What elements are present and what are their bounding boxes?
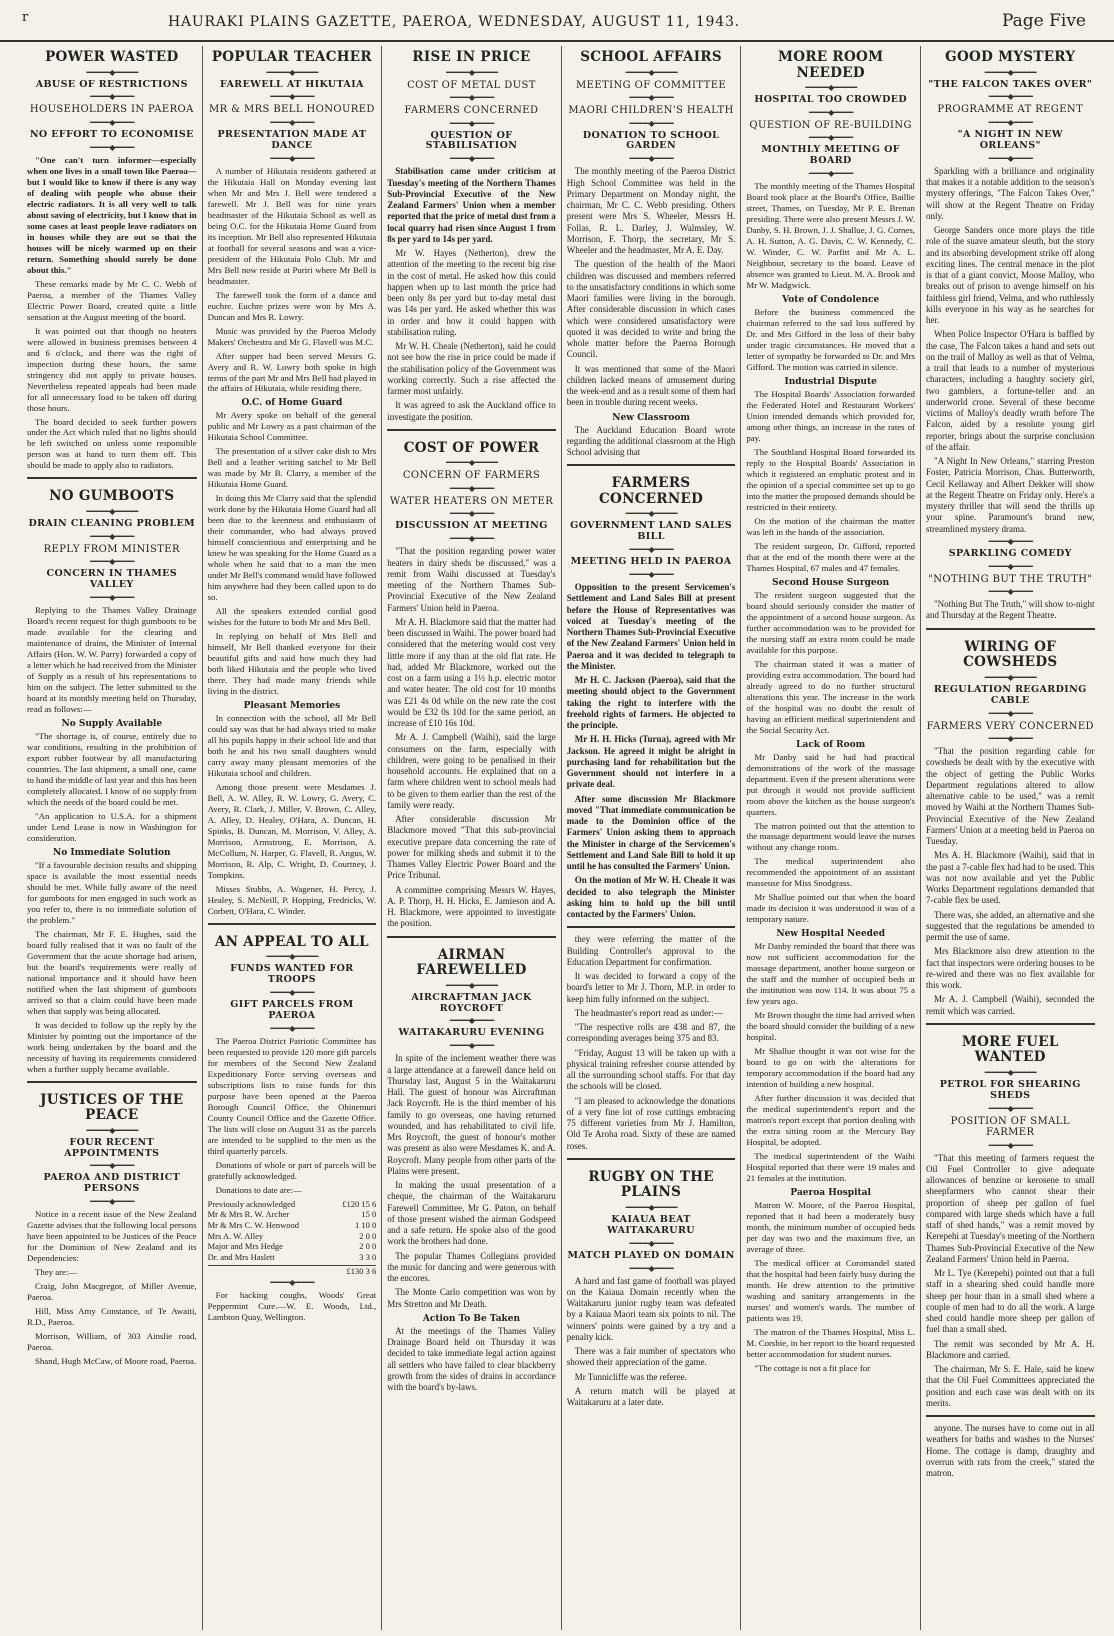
- paragraph: The monthly meeting of the Thames Hospital Board took place at the Board's Office, Baillie street, Thames, on Tuesday, Mr P. E. Brenan presiding. There were also present Messrs J. W. Danby, S. H. Brown, J. J. Shallue, J. G. Cornes, A. H. Sutton, A. G. Davis, C. W. Kennedy, C. W. Winder, C. W. Parfitt and Mr A. L. Neighbour, secretary to the board. Leave of absence was granted to Lieut. M. A. Brook and Mr W. Madgwick.: [746, 181, 915, 291]
- article-no-gumboots: [27, 477, 197, 1074]
- article-airman-farewelled: [387, 936, 556, 1394]
- paragraph: It was mentioned that some of the Maori children lacked means of amusement during the week-end and as a result some of them had been in trouble during recent weeks.: [566, 363, 736, 408]
- paragraph: "The shortage is, of course, entirely due to war conditions, resulting in the prohibition of export rubber footwear by all manufacturing countries. The last shipment, a small one, came to hand the middle of last year and this has been completely allocated. I know of no supply from which the needs of the board could be met.: [27, 731, 197, 807]
- lead-paragraph: Stabilisation came under criticism at Tuesday's meeting of the Northern Thames Sub-Provincial Executive of the New Zealand Farmers' Union when a member reported that the price of metal dust from a local quarry had risen since August 1 from 8s per yard to 14s per yard.: [387, 166, 556, 244]
- donor-name: Mr & Mrs R. W. Archer: [207, 1209, 290, 1220]
- donation-amount: 3 3 0: [359, 1251, 377, 1262]
- article-cost-of-power: [387, 429, 556, 930]
- ornament-rule: ━━━━━◆━━━━━: [988, 734, 1032, 744]
- subhead: MEETING HELD IN PAEROA: [570, 556, 732, 568]
- subhead: REGULATION REGARDING CABLE: [933, 683, 1087, 706]
- subhead: "THE FALCON TAKES OVER": [928, 78, 1093, 90]
- article-more-room-needed: [746, 50, 915, 1374]
- ornament-rule: ━━━━━◆━━━━━: [90, 92, 134, 102]
- paragraph: "Nothing But The Truth," will show to-night and Thursday at the Regent Theatre.: [925, 599, 1095, 621]
- ornament-rule: ━━━━━◆━━━━━: [629, 1263, 673, 1273]
- margin-mark: r: [22, 10, 29, 25]
- ornament-rule: ━━━━━◆━━━━━: [988, 1140, 1032, 1150]
- ornament-rule: ━━━━━━◆━━━━━━: [625, 509, 677, 519]
- donor-name: Previously acknowledged: [207, 1198, 296, 1209]
- donation-amount: £120 15 6: [342, 1198, 377, 1209]
- headline: POPULAR TEACHER: [211, 49, 372, 65]
- ornament-rule: ━━━━━◆━━━━━: [629, 1238, 673, 1248]
- paragraph: The question of the health of the Maori children was discussed and members referred to the unsatisfactory conditions in which some Maori families were living in the borough. After considerable discussion in which cases which were considered unsatisfactory were quoted it was decided to write and bring the whole matter before the Paeroa Borough Council.: [566, 259, 736, 360]
- section-heading: No Supply Available: [61, 719, 163, 730]
- lead-paragraph: Opposition to the present Servicemen's Settlement and Land Sales Bill at present before the House of Representatives was voiced at Tuesday's meeting of the Northern Thames Sub-Provincial Executive of the New Zealand Farmers' Union held in Paeroa and it was decided to telegraph to the Minister.: [566, 582, 736, 671]
- section-heading: Pleasant Memories: [243, 701, 341, 712]
- paragraph: "The respective rolls are 438 and 87, the corresponding averages being 375 and 83.: [566, 1022, 736, 1044]
- donor-name: Major and Mrs Hedge: [207, 1241, 283, 1252]
- subhead: ABUSE OF RESTRICTIONS: [35, 78, 188, 90]
- ornament-rule: ━━━━━◆━━━━━: [988, 708, 1032, 718]
- lead-paragraph: "One can't turn informer—especially when one lives in a small town like Paeroa—but I would like to know if there is any way of dealing with people who abuse their electric radiators. It is all very well to talk about saving of electricity, but I know that in some cases at least people leave radiators on in houses while they are out so that the houses will be nicely warmed up on their return. Something should surely be done about this.": [27, 154, 197, 275]
- donor-name: Mr & Mrs C. W. Henwood: [207, 1220, 299, 1231]
- donation-row: [208, 1199, 377, 1210]
- paragraph: Music was provided by the Paeroa Melody Makers' Orchestra and Mr G. Flavell was M.C.: [207, 325, 377, 347]
- ornament-rule: ━━━━━◆━━━━━: [270, 153, 314, 163]
- lead-paragraph: On the motion of Mr W. H. Cheale it was decided to also telegraph the Minister asking him to hold up the bill until contacted by the Farmers' Union.: [566, 875, 736, 920]
- ornament-rule: ━━━━━◆━━━━━: [449, 154, 494, 164]
- subhead: "A NIGHT IN NEW ORLEANS": [957, 128, 1063, 151]
- ornament-rule: ━━━━━◆━━━━━: [988, 153, 1032, 163]
- column-2: [202, 46, 382, 1630]
- donation-row: [208, 1241, 377, 1252]
- ornament-rule: ━━━━━◆━━━━━: [809, 169, 853, 179]
- ornament-rule: ━━━━━◆━━━━━: [449, 534, 494, 544]
- ornament-rule: ━━━━━◆━━━━━: [629, 570, 673, 580]
- ornament-rule: ━━━━━◆━━━━━: [90, 593, 134, 603]
- paragraph: Mr W. Hayes (Netherton), drew the attention of the meeting to the recent big rise in the cost of metal. He asked how this could happen when up to last month the price had been only 8s per yard but to-day metal dust was 14s per yard. He asked whether this was in order and how it could happen with stabilisation ruling.: [387, 248, 556, 337]
- ornament-rule: ━━━━━━◆━━━━━━: [625, 1202, 677, 1212]
- paragraph: "If a favourable decision results and shipping space is available the most essential needs should be met. While fully aware of the need for gumboots for men engaged in such work as you refer to, there is no immediate solution of the problem.": [27, 859, 197, 925]
- article-more-fuel-wanted: [926, 1023, 1095, 1409]
- ornament-rule: ━━━━━━◆━━━━━━: [266, 952, 318, 962]
- paragraph: Replying to the Thames Valley Drainage Board's recent request for thigh gumboots to be made available for the clearing and maintenance of drains, the Minister of Internal Affairs (Hon. W. W. Parry) forwarded a copy of a letter which he had received from the Minister of Supply as a result of his representations to him on the subject. The letter submitted to the board at its monthly meeting held on Thursday, read as follows:—: [27, 605, 197, 715]
- paragraph: Mr L. Tye (Kerepehi) pointed out that a full staff in a shearing shed could handle more sheep per hour than in a small shed where a couple of men had to do all the work. A large shed could handle more sheep per gallon of fuel than a small shed.: [925, 1268, 1095, 1335]
- lead-paragraph: Mr H. H. Hicks (Turua), agreed with Mr Jackson. He agreed it might be alright in purchasing land for rehabilitation but the Government should not interfere in a private deal.: [566, 734, 736, 790]
- paragraph: When Police Inspector O'Hara is baffled by the case, The Falcon takes a hand and sets out on the trail of Malloy as well as that of Velma, a trail that leads to a number of mysterious characters, including a haughty society girl, two gamblers, a fortune-teller and an underworld crone. Several of these become victims of Malloy's deadly wrath before The Falcon, aided by a resolute young girl reporter, brings about the surprise conclusion of the affair.: [925, 329, 1095, 452]
- ornament-rule: ━━━━━◆━━━━━: [629, 154, 673, 164]
- paragraph: The resident surgeon, Dr. Gifford, reported that at the end of the month there were at the Thames Hospital, 67 males and 47 females.: [746, 540, 915, 573]
- ornament-rule: ━━━━━━◆━━━━━━: [86, 1125, 138, 1135]
- subhead: PAEROA AND DISTRICT PERSONS: [43, 1172, 181, 1195]
- donor-name: Mrs A. W. Alley: [207, 1230, 264, 1241]
- subhead: MATCH PLAYED ON DOMAIN: [567, 1249, 735, 1261]
- paragraph: There was, she added, an alternative and she suggested that the regulations be amended to permit the use of same.: [925, 909, 1095, 943]
- masthead: [0, 0, 1114, 42]
- subhead: DONATION TO SCHOOL GARDEN: [582, 129, 720, 152]
- ornament-rule: ━━━━━◆━━━━━: [449, 509, 494, 519]
- ornament-rule: ━━━━━◆━━━━━: [449, 1016, 494, 1026]
- paragraph: In making the usual presentation of a cheque, the chairman of the Waitakaruru Farewell Committee, Mr G. Paton, on behalf of those present wished the airman Godspeed and a safe return. He spoke also of the good work the brothers had done.: [387, 1180, 556, 1247]
- paragraph: The Southland Hospital Board forwarded its reply to the Hospital Boards' Association in which it registered an emphatic protest and in the opinion of a special committee set up to go into the matter the proposed demands should be restricted in their entirety.: [746, 446, 915, 512]
- ornament-rule: ━━━━━━◆━━━━━━: [446, 458, 497, 468]
- donations-list: [208, 1199, 377, 1276]
- ornament-rule: ━━━━━◆━━━━━: [90, 531, 134, 541]
- ornament-rule: ━━━━━◆━━━━━: [270, 117, 314, 127]
- paragraph: In doing this Mr Clarry said that the splendid work done by the Hikutaia Home Guard had all been due to the keenness and enthusiasm of their commander, who had always proved himself conscientious and enterprising and he knew he was speaking for the Home Guard as a whole when he said that to a man the men under Mr Bell's command would have followed him anywhere had they been called upon to do so.: [207, 493, 377, 603]
- subhead: AIRCRAFTMAN JACK ROYCROFT: [411, 991, 532, 1014]
- ornament-rule: ━━━━━◆━━━━━: [90, 557, 134, 567]
- headline: WIRING OF COWSHEDS: [963, 638, 1058, 671]
- article-justices-of-the-peace: [27, 1081, 197, 1368]
- ornament-rule: ━━━━━━◆━━━━━━: [86, 67, 138, 77]
- paragraph: The Paeroa District Patriotic Committee has been requested to provide 120 more gift parcels for members of the Second New Zealand Expeditionary Force serving overseas and subscriptions lists to raise funds for this purpose have been opened at the Paeroa Borough Council Office, the Ohinemuri County Council Office and the Gazette Office. The lists will close on August 31 as the parcels are intended to be supplied to the men as the third quarterly parcels.: [207, 1036, 377, 1156]
- headline: COST OF POWER: [403, 439, 540, 456]
- section-heading: Second House Surgeon: [772, 577, 890, 588]
- paragraph: Mr Shallue thought it was not wise for the board to go on with the alterations for temporary accommodation if the board had any intention of building a new hospital.: [746, 1046, 915, 1090]
- donation-row: [208, 1209, 377, 1220]
- paragraph: Notice in a recent issue of the New Zealand Gazette advises that the following local persons have been appointed to be Justices of the Peace for the Dominion of New Zealand and its Dependencies:: [27, 1209, 197, 1264]
- subhead: MAORI CHILDREN'S HEALTH: [568, 105, 734, 117]
- donation-amount: 2 0 0: [359, 1230, 377, 1241]
- paragraph: George Sanders once more plays the title role of the suave amateur sleuth, but the story and its absorbing development strike off along exciting lines. The central menace in the plot is that of a giant convict, Moose Malloy, who breaks out of prison to avenge himself on his faithless girl friend, Velma, and who ruthlessly kills everyone in his way as he searches for her.: [925, 225, 1095, 326]
- article-farmers-concerned: [567, 464, 736, 920]
- paragraph: anyone. The nurses have to come out in all weathers for baths and washes to the Nurses' Home. The cottage is damp, draughty and overrun with rats from the creek," stated the matron.: [925, 1423, 1095, 1479]
- headline: SCHOOL AFFAIRS: [580, 49, 722, 65]
- headline: AN APPEAL TO ALL: [214, 933, 369, 950]
- paragraph: After considerable discussion Mr Blackmore moved "That this sub-provincial executive prepare data concerning the rate of power for milking sheds and submit it to the Thames Valley Electric Power Board and the Price Tribunal.: [387, 814, 556, 881]
- ornament-rule: ━━━━━◆━━━━━: [449, 93, 494, 103]
- subhead: FARMERS VERY CONCERNED: [926, 720, 1094, 732]
- subhead: QUESTION OF RE-BUILDING: [749, 119, 912, 131]
- column-3: [381, 46, 561, 1630]
- subhead: COST OF METAL DUST: [407, 79, 536, 91]
- subhead: "NOTHING BUT THE TRUTH": [928, 573, 1093, 585]
- headline: GOOD MYSTERY: [945, 49, 1076, 65]
- ornament-rule: ━━━━━◆━━━━━: [988, 117, 1032, 127]
- ornament-rule: ━━━━━◆━━━━━: [270, 1278, 314, 1288]
- article-wiring-of-cowsheds: [926, 628, 1095, 1017]
- paragraph: The resident surgeon suggested that the board should seriously consider the matter of the appointment of a second house surgeon. As further accommodation was to be provided for the nursing staff an extra room could be made available for this purpose.: [746, 589, 915, 655]
- paragraph: The remit was seconded by Mr A. H. Blackmore and carried.: [925, 1338, 1095, 1360]
- lead-paragraph: After some discussion Mr Blackmore moved "That immediate communication be made to the Dominion office of the Farmers' Union asking them to approach the Minister in charge of the Servicemen's Settlement and Land Sale Bill to hold it up until he has consulted the Farmers' Union.: [566, 793, 736, 872]
- ornament-rule: ━━━━━━◆━━━━━━: [984, 67, 1036, 77]
- paragraph: "The cottage is not a fit place for: [754, 1362, 871, 1373]
- ornament-rule: ━━━━━━◆━━━━━━: [984, 1067, 1036, 1077]
- paragraph: The popular Thames Collegians provided the music for dancing and were generous with the encores.: [387, 1250, 556, 1284]
- ornament-rule: ━━━━━◆━━━━━: [90, 142, 134, 152]
- paragraph: The medical superintendent of the Waihi Hospital reported that there were 19 males and 21 females at the institution.: [746, 1151, 915, 1184]
- headline: POWER WASTED: [45, 49, 179, 65]
- section-heading: New Hospital Needed: [776, 929, 885, 940]
- paragraph: The Auckland Education Board wrote regarding the additional classroom at the High School advising that: [566, 424, 736, 458]
- paragraph: Hill, Miss Amy Constance, of Te Awaiti, R.D., Paeroa.: [27, 1306, 197, 1328]
- paragraph: In connection with the school, all Mr Bell could say was that he had always tried to make all his pupils happy in their school life and that both he and his two small daughters would carry away many pleasant memories of the Hikutaia school and children.: [207, 713, 377, 778]
- section-heading: No Immediate Solution: [53, 847, 171, 858]
- headline: NO GUMBOOTS: [49, 488, 175, 505]
- lead-paragraph: Mr H. C. Jackson (Paeroa), said that the meeting should object to the Government taking the right to interfere with the freehold rights of farmers. He objected to the principle.: [566, 675, 736, 731]
- paragraph: The headmaster's report read as under:—: [574, 1007, 723, 1018]
- paragraph: The farewell took the form of a dance and euchre. Euchre prizes were won by Mrs A. Duncan and Mrs R. Lowry.: [207, 289, 377, 322]
- ornament-rule: ━━━━━◆━━━━━: [809, 133, 853, 143]
- ornament-rule: ━━━━━◆━━━━━: [988, 536, 1032, 546]
- subhead: MEETING OF COMMITTEE: [576, 79, 727, 91]
- paragraph: "That the position regarding cable for cowsheds be dealt with by the executive with the object of getting the Public Works Department regulations altered to allow alternative cable to be used," was a remit moved by Waihi at the Northern Thames Sub-Provincial Executive of the New Zealand Farmers' Union at a meeting held in Paeroa on Tuesday.: [925, 746, 1095, 847]
- paragraph: Donations of whole or part of parcels will be gratefully acknowledged.: [207, 1159, 377, 1181]
- section-heading: Lack of Room: [796, 739, 866, 750]
- subhead: FAREWELL AT HIKUTAIA: [219, 78, 364, 90]
- subhead: SPARKLING COMEDY: [948, 547, 1072, 559]
- paragraph: Mr A. J. Campbell (Waihi), seconded the remit which was carried.: [925, 994, 1095, 1016]
- subhead: CONCERN IN THAMES VALLEY: [46, 568, 178, 591]
- subhead: PROGRAMME AT REGENT: [937, 104, 1084, 116]
- ornament-rule: ━━━━━◆━━━━━: [90, 1161, 134, 1171]
- subhead: KAIAUA BEAT WAITAKARURU: [607, 1213, 695, 1236]
- paragraph: Morrison, William, of 303 Ainslie road, Paeroa.: [27, 1331, 197, 1353]
- paragraph: The chairman, Mr S. E. Hale, said he knew that the Oil Fuel Committees appreciated the position and each case was dealt with on its merits.: [925, 1364, 1095, 1408]
- paragraph: Mrs Blackmore also drew attention to the fact that inspectors were ordering houses to be re-wired and there was no flex available for this work.: [925, 946, 1095, 991]
- paragraph: The matron pointed out that the attention to the massage department would leave the nurses without any change room.: [746, 820, 915, 853]
- donation-amount: 15 0: [361, 1209, 377, 1220]
- paragraph: After further discussion it was decided that the medical superintendent's report and the matron's report except that portion dealing with the extra sitting room at the Mercury Bay Hospital, be adopted.: [746, 1093, 915, 1148]
- paragraph: The medical superintendent also recommended the appointment of an assistant masseuse for Miss Snodgrass.: [746, 856, 915, 889]
- subhead: WATER HEATERS ON METER: [389, 495, 554, 507]
- paragraph: A return match will be played at Waitakaruru at a later date.: [566, 1385, 736, 1408]
- paragraph: The Hospital Boards' Association forwarded the Federated Hotel and Restaurant Workers' Union intended demands which provided for, among other things, an increase in the rates of pay.: [746, 389, 915, 443]
- paragraph: A hard and fast game of football was played on the Kaiaua Domain recently when the Waitakaruru junior rugby team was defeated by a Kaiaua Maori team six points to nil. The winners' points were gained by a try and a penalty kick.: [566, 1275, 736, 1342]
- donation-total: £130 3 6: [346, 1265, 377, 1276]
- paragraph: Misses Stubbs, A. Wagener, H. Percy, J. Healey, S. McNeill, P. Hopping, Fredricks, W. Corbett, O'Hara, C. Winder.: [207, 883, 377, 916]
- section-heading: Industrial Dispute: [784, 377, 877, 388]
- headline: MORE ROOM NEEDED: [778, 49, 884, 81]
- paragraph: Mr Danby said he had had practical demonstrations of the work of the massage department. Even if the present alterations were put through it would not provide sufficient room above the kitchen as the house surgeon's quarters.: [746, 751, 915, 817]
- column-5: [740, 46, 920, 1630]
- article-popular-teacher: [208, 50, 377, 917]
- ornament-rule: ━━━━━◆━━━━━: [90, 117, 134, 127]
- paragraph: Matron W. Moore, of the Paeroa Hospital, reported that it had been a moderately busy month, the minimum number of occupied beds per day was two and the maximum five, an average of three.: [746, 1200, 915, 1254]
- subhead: GOVERNMENT LAND SALES BILL: [570, 520, 733, 543]
- paragraph: The medical officer at Coromandel stated that the hospital had been fairly busy during the month. He drew attention to the primitive washing and sanitary arrangements in the nurses' and women's wards. The number of patients was 19.: [746, 1257, 915, 1323]
- paragraph: In spite of the inclement weather there was a large attendance at a farewell dance held on Thursday last, August 5 in the Waitakaruru Hall. The guest of honour was Aircraftman Jack Roycroft. He is the third member of his family to go overseas, one having returned wounded, and has rehabilitated to civil life. Mrs Roycroft, the guest of honour's mother was present as also were Mesdames K. and A. Roycroft. Many people from other parts of the Plains were present.: [387, 1053, 556, 1176]
- subhead: FARMERS CONCERNED: [404, 105, 539, 117]
- ornament-rule: ━━━━━◆━━━━━: [449, 483, 494, 493]
- paragraph: Mr W. H. Cheale (Netherton), said he could not see how the rise in price could be made if the stabilisation policy of the Government was working correctly. Such a rise affected the farmer most unfairly.: [387, 341, 556, 397]
- article-rise-in-price: [387, 50, 556, 423]
- column-6: [920, 46, 1100, 1630]
- headline: RUGBY ON THE PLAINS: [588, 1168, 714, 1201]
- section-heading: Paeroa Hospital: [790, 1188, 871, 1199]
- article-power-wasted: [27, 50, 197, 471]
- paragraph: Mr A. H. Blackmore said that the matter had been discussed in Waihi. The power board had considered that the metering would cost very little more if any than at the old flat rate. He had, added Mr Blackmore, worked out the cost on a farm using a 1½ h.p. electric motor and water heater. The old cost for 10 months was £21 4s 0d while on the new rate the cost would be £32 0s 10d for the same period, an increase of £10 16s 10d.: [387, 616, 556, 729]
- ornament-rule: ━━━━━◆━━━━━: [270, 988, 314, 998]
- donation-amount: 1 10 0: [354, 1220, 377, 1231]
- subhead: FOUR RECENT APPOINTMENTS: [64, 1136, 160, 1159]
- ornament-rule: ━━━━━◆━━━━━: [809, 107, 853, 117]
- subhead: GIFT PARCELS FROM PAEROA: [230, 999, 354, 1022]
- subhead: MONTHLY MEETING OF BOARD: [761, 144, 900, 167]
- columns: [22, 46, 1100, 1630]
- subhead: FUNDS WANTED FOR TROOPS: [230, 963, 354, 986]
- paragraph: "An application to U.S.A. for a shipment under Lend Lease is now in Washington for consideration.: [27, 810, 197, 843]
- article-school-affairs-continued: [567, 926, 736, 1152]
- donation-row: [208, 1220, 377, 1231]
- subhead: QUESTION OF STABILISATION: [425, 129, 518, 152]
- column-1: [22, 46, 202, 1630]
- ornament-rule: ━━━━━━◆━━━━━━: [805, 83, 857, 93]
- ornament-rule: ━━━━━◆━━━━━: [90, 1197, 134, 1207]
- subhead: POSITION OF SMALL FARMER: [950, 1115, 1070, 1139]
- ornament-rule: ━━━━━━◆━━━━━━: [266, 67, 318, 77]
- article-appeal-to-all: [208, 923, 377, 1323]
- headline: AIRMAN FAREWELLED: [416, 946, 527, 979]
- subhead: HOUSEHOLDERS IN PAEROA: [29, 104, 194, 116]
- paragraph: All the speakers extended cordial good wishes for the future to both Mr and Mrs Bell.: [207, 606, 377, 628]
- paragraph: "I am pleased to acknowledge the donations of a very fine lot of rose cuttings embracing 75 different varieties from Mr J. Hamilton, Old Te Aroha road. Sixty of these are named roses.: [566, 1095, 736, 1151]
- paragraph: Mr Brown thought the time had arrived when the board should consider the building of a new hospital.: [746, 1010, 915, 1043]
- subhead: REPLY FROM MINISTER: [43, 543, 180, 555]
- article-rugby-on-the-plains: [567, 1158, 736, 1409]
- subhead: MR & MRS BELL HONOURED: [208, 104, 375, 116]
- paragraph: They are:—: [35, 1267, 78, 1278]
- paragraph: The board decided to seek further powers under the Act which ruled that no lights should be left switched on unless some responsible person was at hand to turn them off. This should be made to apply also to radiators.: [27, 416, 197, 471]
- subhead: DISCUSSION AT MEETING: [395, 520, 548, 532]
- paragraph: The presentation of a silver cake dish to Mrs Bell and a leather writing satchel to Mr Bell was made by Mr B. Clarry, a member of the Hikutaia Home Guard.: [207, 446, 377, 490]
- paragraph: Sparkling with a brilliance and originality that makes it a notable addition to the season's mystery offerings, "The Falcon Takes Over," will show at the Regent Theatre on Friday only.: [925, 165, 1095, 221]
- paragraph: Among those present were Mesdames J. Bell, A. W. Alley, R. W. Lowry, G. Avery, C. Avery, R. Clark, J. Miller, V. Brown, C. Alley, A. Alley, D. Healey, O'Hara, A. Duncan, H. Spinks, B. Duncan, M. Morrison, V. Alley, A. Morrison, Armstrong, E. Morrison, A. McCollum, N. Harper, G. Flavell, R. Angus, W. Morrison, R. Alp, C. Wright, D. Courtney, J. Tompkins.: [207, 781, 377, 880]
- donation-amount: 2 0 0: [359, 1241, 377, 1252]
- paragraph: The Monte Carlo competition was won by Mrs Stretton and Mr Death.: [387, 1287, 556, 1309]
- paragraph: The chairman stated it was a matter of providing extra accommodation. The board had already agreed to do no further structural alterations this year. The increase in the work of the hospital was no doubt the result of having an efficient medical superintendent and the Social Security Act.: [746, 658, 915, 735]
- donation-row: [208, 1252, 377, 1263]
- section-heading: O.C. of Home Guard: [241, 398, 343, 409]
- paragraph: On the motion of the chairman the matter was left in the hands of the association.: [746, 515, 915, 537]
- paragraph: It was pointed out that though no heaters were allowed in business premises between 4 and 6 o'clock, and there was the right of inspection during these hours, the same stringency did not apply to private houses. Nevertheless repeated appeals had been made for all unnecessary load to be taken off during those hours.: [27, 325, 197, 413]
- paragraph: Mrs A. H. Blackmore (Waihi), said that in the past a 7-cable flex had had to be used. This was not now available and yet the Public Works Department regulations demanded that 7-cable flex be used.: [925, 850, 1095, 906]
- paragraph: Shand, Hugh McCaw, of Moore road, Paeroa.: [35, 1356, 197, 1367]
- article-school-affairs: [567, 50, 736, 458]
- ornament-rule: ━━━━━◆━━━━━: [449, 1041, 494, 1051]
- paragraph: In replying on behalf of Mrs Bell and himself, Mr Bell thanked everyone for their beautiful gifts and said how much they had both liked Hikutaia and the people who lived there. They had made many friends while living in the district.: [207, 631, 377, 697]
- paragraph: After supper had been served Messrs G. Avery and R. W. Lowry both spoke in high terms of the part Mr and Mrs Bell had played in the affairs of Hikutaia, while residing there.: [207, 350, 377, 394]
- ornament-rule: ━━━━━━◆━━━━━━: [446, 980, 497, 990]
- paragraph: There was a fair number of spectators who showed their appreciation of the game.: [566, 1346, 736, 1368]
- headline: MORE FUEL WANTED: [961, 1033, 1059, 1066]
- ornament-rule: ━━━━━◆━━━━━: [629, 545, 673, 555]
- paragraph: Mr Avery spoke on behalf of the general public and Mr Lowry as a past chairman of the Hikutaia School Committee.: [207, 410, 377, 443]
- paragraph: These remarks made by Mr C. C. Webb of Paeroa, a member of the Thames Valley Electric Power Board, created quite a little sensation at the August meeting of the board.: [27, 278, 197, 322]
- ornament-rule: ━━━━━━◆━━━━━━: [984, 672, 1036, 682]
- masthead-title: HAURAKI PLAINS GAZETTE, PAEROA, WEDNESDAY, AUGUST 11, 1943.: [168, 14, 740, 30]
- page-number: Page Five: [1001, 11, 1086, 31]
- paragraph: A committee comprising Messrs W. Hayes, A. P. Thorp, H. H. Hicks, E. Jamieson and A. H. Blackmore, were appointed to investigate the position.: [387, 884, 556, 929]
- ornament-rule: ━━━━━◆━━━━━: [449, 118, 494, 128]
- ornament-rule: ━━━━━◆━━━━━: [629, 93, 673, 103]
- ornament-rule: ━━━━━◆━━━━━: [988, 92, 1032, 102]
- paragraph: Before the business commenced the chairman referred to the sad loss suffered by Dr. and Mrs Gifford in the loss of their baby under tragic circumstances. He moved that a letter of sympathy be forwarded to Dr. and Mrs Gifford. The motion was carried in silence.: [746, 307, 915, 373]
- paragraph: Mr Danby reminded the board that there was now not sufficient accommodation for the massage department, another house surgeon or the staff and the number of occupied beds at the institution was now 114. It was about 75 a few years ago.: [746, 941, 915, 1007]
- donation-row: [208, 1231, 377, 1242]
- paragraph: It was decided to forward a copy of the board's letter to Mr J. Thorn, M.P. in order to keep him fully informed on the subject.: [566, 971, 736, 1004]
- headline: JUSTICES OF THE PEACE: [40, 1091, 184, 1124]
- paragraph: The matron of the Thames Hospital, Miss L. M. Corsbie, in her report to the board requested better accommodation for student nurses.: [746, 1326, 915, 1359]
- subhead: WAITAKARURU EVENING: [398, 1027, 545, 1039]
- subhead: DRAIN CLEANING PROBLEM: [28, 517, 196, 529]
- paragraph: The monthly meeting of the Paeroa District High School Committee was held in the Primary Department on Monday night, the chairman, Mr C. C. Webb presiding. Others present were Mrs S. Wheeler, Messrs H. Follas, R. L. Darley, J. Walmsley, W. Morrison, F. Thorp, the secretary, Mr S. Wheeler and the headmaster, Mr A. E. Day.: [566, 166, 736, 256]
- paragraph: At the meetings of the Thames Valley Drainage Board held on Thursday it was decided to take immediate legal action against all settlers who have failed to clear blackberry growth from the sides of drains in accordance with the board's by-laws.: [387, 1325, 556, 1393]
- ornament-rule: ━━━━━◆━━━━━: [988, 561, 1032, 571]
- paragraph: Mr Shallue pointed out that when the board made its decision it was understood it was of a temporary nature.: [746, 892, 915, 925]
- section-heading: Vote of Condolence: [782, 295, 880, 306]
- donor-name: Dr. and Mrs Haslett: [207, 1251, 275, 1262]
- subhead: HOSPITAL TOO CROWDED: [754, 94, 907, 106]
- paragraph: Craig, John Macgregor, of Miller Avenue, Paeroa.: [27, 1281, 197, 1303]
- paragraph: "That the position regarding power water heaters in dairy sheds be discussed," was a remit from Waihi discussed at Tuesday's meeting of the Northern Thames Sub-Provincial Executive of the New Zealand Farmers' Union held in Paeroa.: [387, 546, 556, 613]
- paragraph: For hacking coughs, Woods' Great Peppermint Cure.—W. E. Woods, Ltd., Lambton Quay, Wellington.: [207, 1290, 377, 1323]
- article-good-mystery: [926, 50, 1095, 622]
- article-more-room-needed-continued: [926, 1415, 1095, 1479]
- paragraph: A number of Hikutaia residents gathered at the Hikutaia Hall on Monday evening last when Mr and Mrs J. Bell were tendered a farewell. Mr J. Bell was for nine years headmaster of the Hikutaia School as well as being O.C. for the Hikutaia Home Guard from its inception. Mr Bell also represented Hikutaia at football for several seasons and was a vice-president of the Hikutaia Polo Club. Mr and Mrs Bell now reside at Puriri where Mr Bell is headmaster.: [207, 165, 377, 286]
- ornament-rule: ━━━━━━◆━━━━━━: [446, 67, 497, 77]
- donation-total-row: [208, 1265, 377, 1277]
- paragraph: they were referring the matter of the Building Controller's approval to the Education Department for confirmation.: [566, 934, 736, 967]
- paragraph: It was agreed to ask the Auckland office to investigate the position.: [387, 400, 556, 422]
- paragraph: The chairman, Mr F. E. Hughes, said the board fully realised that it was no fault of the Government that the acute shortage had arisen, but the board's requirements were really of national importance and it should have been notified when the last shipment of gumboots arrived so that a claim could have been made when that supply was being allocated.: [27, 928, 197, 1016]
- ornament-rule: ━━━━━━◆━━━━━━: [625, 67, 677, 77]
- ornament-rule: ━━━━━◆━━━━━: [988, 587, 1032, 597]
- headline: FARMERS CONCERNED: [599, 475, 704, 507]
- ornament-rule: ━━━━━◆━━━━━: [988, 1103, 1032, 1113]
- section-heading: Action To Be Taken: [422, 1313, 521, 1324]
- paragraph: Donations to date are:—: [215, 1184, 302, 1195]
- paragraph: It was decided to follow up the reply by the Minister by pointing out the importance of the work being undertaken by the board and the necessity of having its requirements considered when a further supply became available.: [27, 1019, 197, 1074]
- paragraph: "Friday, August 13 will be taken up with a physical training refresher course attended by all the surrounding school staffs. For that day the schools will be closed.: [566, 1047, 736, 1092]
- ornament-rule: ━━━━━━◆━━━━━━: [86, 506, 138, 516]
- ornament-rule: ━━━━━◆━━━━━: [629, 118, 673, 128]
- subhead: NO EFFORT TO ECONOMISE: [29, 128, 194, 140]
- subhead: PRESENTATION MADE AT DANCE: [217, 128, 367, 151]
- headline: RISE IN PRICE: [412, 49, 531, 65]
- paragraph: Mr A. J. Campbell (Waihi), said the large consumers on the farm, especially with children, were going to be penalised in their household accounts. He explained that on a farm where children went to school meals had to be given to them earlier than the rest of the family were ready.: [387, 732, 556, 810]
- column-4: [561, 46, 741, 1630]
- subhead: CONCERN OF FARMERS: [402, 470, 541, 482]
- ornament-rule: ━━━━━◆━━━━━: [270, 92, 314, 102]
- paragraph: "That this meeting of farmers request the Oil Fuel Controller to give adequate allowances of benzine or kerosene to small sheepfarmers who cannot shear their proportion of sheep per gallon of fuel compared with large sheds which have a full staff of shed hands," was a remit moved by Kerepehi at Tuesday's meeting of the Northern Thames Sub-Provincial Executive of the New Zealand Farmers' Union held in Paeroa.: [925, 1152, 1095, 1264]
- ornament-rule: ━━━━━◆━━━━━: [270, 1024, 314, 1033]
- paragraph: "A Night In New Orleans," starring Preston Foster, Patricia Morrison, Chas. Butterworth, Cecil Kellaway and Albert Dekker will show at the Regent Theatre on Friday only. Here's a mystery thriller that will send the thrills up your spine. Paramount's brand new, streamlined mystery drama.: [925, 456, 1095, 534]
- section-heading: New Classroom: [612, 412, 690, 423]
- subhead: PETROL FOR SHEARING SHEDS: [939, 1078, 1081, 1101]
- paragraph: Mr Tunnicliffe was the referee.: [574, 1371, 687, 1382]
